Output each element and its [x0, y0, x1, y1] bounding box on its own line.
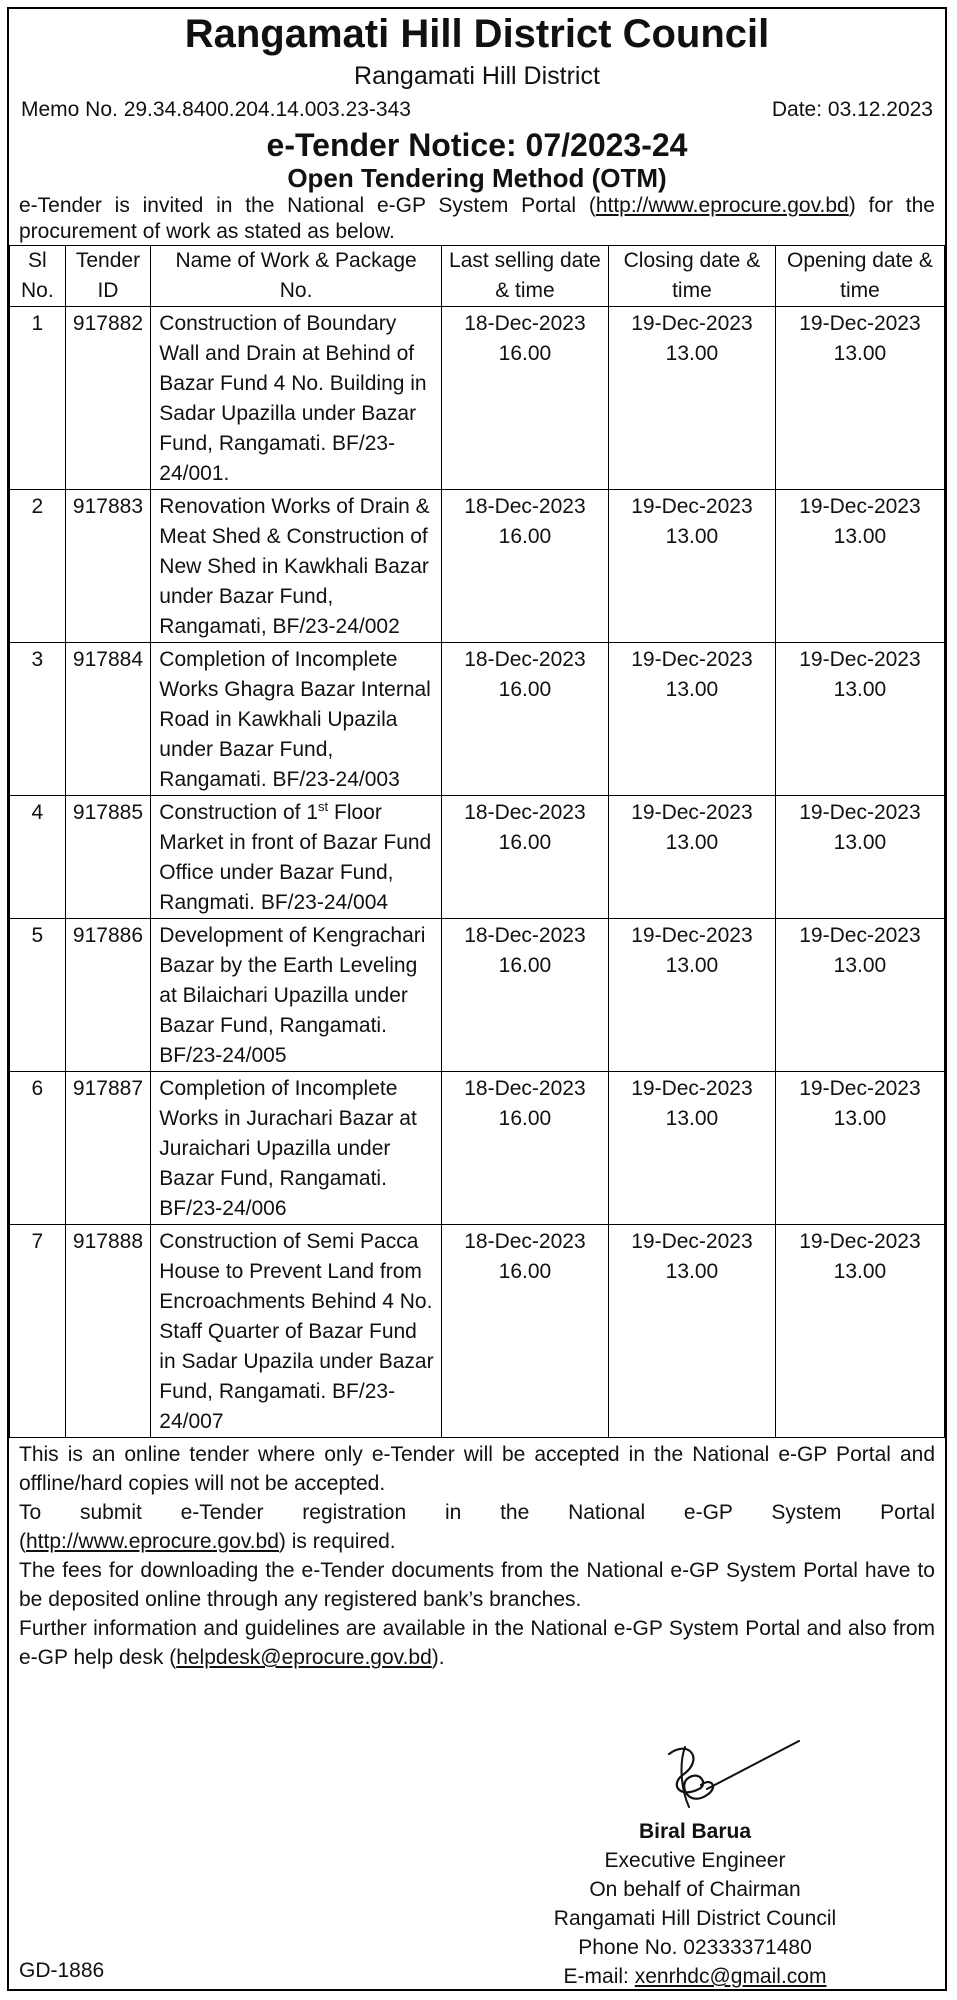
closing-date: 19-Dec-2023: [631, 1077, 753, 1100]
cell-opening: [775, 307, 944, 490]
closing-time: 13.00: [665, 1260, 719, 1283]
footer-paragraph-registration: (http://www.eprocure.gov.bd) is required.: [19, 1530, 396, 1553]
table-row: [10, 643, 945, 796]
footer-paragraph-registration-line: To submit e-Tender registration in the National e-GP System Portal: [19, 1501, 935, 1524]
opening-date: 19-Dec-2023: [799, 1077, 921, 1100]
cell-opening: [775, 919, 944, 1072]
selling-date: 18-Dec-2023: [464, 801, 586, 824]
opening-time: 13.00: [833, 342, 887, 365]
work-name-superscript: st: [318, 799, 329, 814]
signature-block: [445, 1817, 945, 1991]
helpdesk-before: Further information and guidelines are available in the National e-GP System Portal and also from e-GP help desk (: [19, 1617, 935, 1669]
table-row: [10, 796, 945, 919]
closing-time: 13.00: [665, 831, 719, 854]
footer-text: [9, 1438, 945, 1672]
cell-selling: [441, 1072, 608, 1225]
cell-tender-id: 917883: [65, 490, 151, 643]
cell-closing: [608, 643, 775, 796]
work-name-part: Construction of 1: [159, 801, 319, 824]
eprocure-link[interactable]: http://www.eprocure.gov.bd: [595, 194, 849, 217]
cell-opening: [775, 1225, 944, 1438]
cell-opening: [775, 796, 944, 919]
work-name-part: Floor Market in front of Bazar Fund Office under Bazar Fund, Rangmati. BF/23-24/004: [159, 801, 432, 914]
selling-time: 16.00: [498, 342, 552, 365]
cell-sl: 4: [10, 796, 66, 919]
cell-closing: [608, 796, 775, 919]
closing-date: 19-Dec-2023: [631, 924, 753, 947]
opening-date: 19-Dec-2023: [799, 1230, 921, 1253]
cell-selling: [441, 643, 608, 796]
notice-date: Date: 03.12.2023: [771, 98, 933, 121]
selling-date: 18-Dec-2023: [464, 648, 586, 671]
col-header-closing: Closing date & time: [608, 246, 775, 307]
opening-time: 13.00: [833, 831, 887, 854]
opening-time: 13.00: [833, 1260, 887, 1283]
signatory-email-link[interactable]: xenrhdc@gmail.com: [634, 1965, 827, 1988]
col-header-sl: Sl No.: [10, 246, 66, 307]
selling-date: 18-Dec-2023: [464, 924, 586, 947]
closing-time: 13.00: [665, 342, 719, 365]
closing-time: 13.00: [665, 525, 719, 548]
helpdesk-after: ).: [431, 1646, 445, 1669]
registration-after: is required.: [285, 1530, 396, 1553]
table-row: [10, 1072, 945, 1225]
selling-time: 16.00: [498, 954, 552, 977]
cell-sl: 5: [10, 919, 66, 1072]
cell-closing: [608, 1225, 775, 1438]
handwritten-signature: [649, 1729, 809, 1819]
memo-row: [9, 97, 945, 123]
selling-time: 16.00: [498, 831, 552, 854]
cell-sl: 2: [10, 490, 66, 643]
page-subtitle: Rangamati Hill District: [354, 62, 600, 90]
closing-time: 13.00: [665, 678, 719, 701]
cell-opening: [775, 490, 944, 643]
signatory-name: Biral Barua: [638, 1820, 752, 1843]
cell-opening: [775, 1072, 944, 1225]
intro-after: ) for the procurement of work as stated as below.: [19, 194, 935, 243]
col-header-opening: Opening date & time: [775, 246, 944, 307]
signatory-behalf: On behalf of Chairman: [589, 1878, 801, 1901]
table-row: [10, 919, 945, 1072]
closing-date: 19-Dec-2023: [631, 312, 753, 335]
method-heading: Open Tendering Method (OTM): [287, 163, 667, 193]
signatory-designation: Executive Engineer: [604, 1849, 786, 1872]
cell-selling: [441, 919, 608, 1072]
footer-paragraph-online: This is an online tender where only e-Tender will be accepted in the National e-GP Portal and offline/hard copies will not be accepted.: [19, 1443, 935, 1495]
cell-selling: [441, 307, 608, 490]
signatory-office: Rangamati Hill District Council: [553, 1907, 837, 1930]
opening-time: 13.00: [833, 1107, 887, 1130]
cell-opening: [775, 643, 944, 796]
notice-frame: [7, 7, 947, 1991]
selling-time: 16.00: [498, 1107, 552, 1130]
gd-number: GD-1886: [19, 1959, 105, 1982]
cell-closing: [608, 919, 775, 1072]
opening-date: 19-Dec-2023: [799, 495, 921, 518]
eprocure-link-footer[interactable]: http://www.eprocure.gov.bd: [26, 1530, 279, 1553]
cell-closing: [608, 490, 775, 643]
footer-paragraph-helpdesk: [19, 1614, 935, 1672]
opening-date: 19-Dec-2023: [799, 648, 921, 671]
opening-time: 13.00: [833, 678, 887, 701]
col-header-name: Name of Work & Package No.: [151, 246, 442, 307]
notice-heading: e-Tender Notice: 07/2023-24: [266, 127, 688, 163]
table-header-row: [10, 246, 945, 307]
cell-work-name: Construction of Semi Pacca House to Prevent Land from Encroachments Behind 4 No. Staff Quarter of Bazar Fund in Sadar Upazila under Bazar Fund, Rangamati. BF/23-24/007: [151, 1225, 442, 1438]
cell-sl: 6: [10, 1072, 66, 1225]
helpdesk-email-link[interactable]: helpdesk@eprocure.gov.bd: [176, 1646, 432, 1669]
cell-tender-id: 917885: [65, 796, 151, 919]
selling-time: 16.00: [498, 525, 552, 548]
cell-work-name: Completion of Incomplete Works Ghagra Bazar Internal Road in Kawkhali Upazila under Bazar Fund, Rangamati. BF/23-24/003: [151, 643, 442, 796]
closing-date: 19-Dec-2023: [631, 495, 753, 518]
email-label: E-mail:: [563, 1965, 635, 1988]
cell-work-name: [151, 796, 442, 919]
cell-tender-id: 917888: [65, 1225, 151, 1438]
cell-sl: 3: [10, 643, 66, 796]
cell-tender-id: 917887: [65, 1072, 151, 1225]
cell-work-name: Construction of Boundary Wall and Drain at Behind of Bazar Fund 4 No. Building in Sadar Upazilla under Bazar Fund, Rangamati. BF/23-24/001.: [151, 307, 442, 490]
selling-date: 18-Dec-2023: [464, 495, 586, 518]
opening-time: 13.00: [833, 525, 887, 548]
cell-work-name: Completion of Incomplete Works in Jurachari Bazar at Juraichari Upazilla under Bazar Fund, Rangamati. BF/23-24/006: [151, 1072, 442, 1225]
cell-tender-id: 917886: [65, 919, 151, 1072]
closing-date: 19-Dec-2023: [631, 801, 753, 824]
selling-date: 18-Dec-2023: [464, 1230, 586, 1253]
table-row: [10, 490, 945, 643]
selling-date: 18-Dec-2023: [464, 1077, 586, 1100]
closing-date: 19-Dec-2023: [631, 648, 753, 671]
opening-date: 19-Dec-2023: [799, 312, 921, 335]
opening-time: 13.00: [833, 954, 887, 977]
cell-closing: [608, 307, 775, 490]
closing-time: 13.00: [665, 1107, 719, 1130]
cell-work-name: Renovation Works of Drain & Meat Shed & Construction of New Shed in Kawkhali Bazar under Bazar Fund, Rangamati, BF/23-24/002: [151, 490, 442, 643]
col-header-selling: Last selling date & time: [441, 246, 608, 307]
cell-sl: 7: [10, 1225, 66, 1438]
cell-selling: [441, 1225, 608, 1438]
signatory-email-line: [445, 1962, 945, 1991]
cell-closing: [608, 1072, 775, 1225]
closing-date: 19-Dec-2023: [631, 1230, 753, 1253]
closing-time: 13.00: [665, 954, 719, 977]
opening-date: 19-Dec-2023: [799, 924, 921, 947]
cell-tender-id: 917882: [65, 307, 151, 490]
memo-number: Memo No. 29.34.8400.204.14.003.23-343: [21, 98, 411, 121]
cell-sl: 1: [10, 307, 66, 490]
intro-text: [9, 193, 945, 245]
footer-paragraph-fees: The fees for downloading the e-Tender documents from the National e-GP System Portal have to be deposited online through any registered bank’s branches.: [19, 1559, 935, 1611]
opening-date: 19-Dec-2023: [799, 801, 921, 824]
cell-selling: [441, 490, 608, 643]
table-row: [10, 1225, 945, 1438]
selling-time: 16.00: [498, 1260, 552, 1283]
col-header-tender-id: Tender ID: [65, 246, 151, 307]
page-title: Rangamati Hill District Council: [184, 12, 770, 56]
signatory-phone: Phone No. 02333371480: [578, 1936, 812, 1959]
table-row: [10, 307, 945, 490]
cell-tender-id: 917884: [65, 643, 151, 796]
cell-selling: [441, 796, 608, 919]
tender-table: [9, 245, 945, 1438]
intro-before: e-Tender is invited in the National e-GP System Portal (: [19, 194, 596, 217]
cell-work-name: Development of Kengrachari Bazar by the Earth Leveling at Bilaichari Upazilla under Bazar Fund, Rangamati. BF/23-24/005: [151, 919, 442, 1072]
selling-date: 18-Dec-2023: [464, 312, 586, 335]
selling-time: 16.00: [498, 678, 552, 701]
